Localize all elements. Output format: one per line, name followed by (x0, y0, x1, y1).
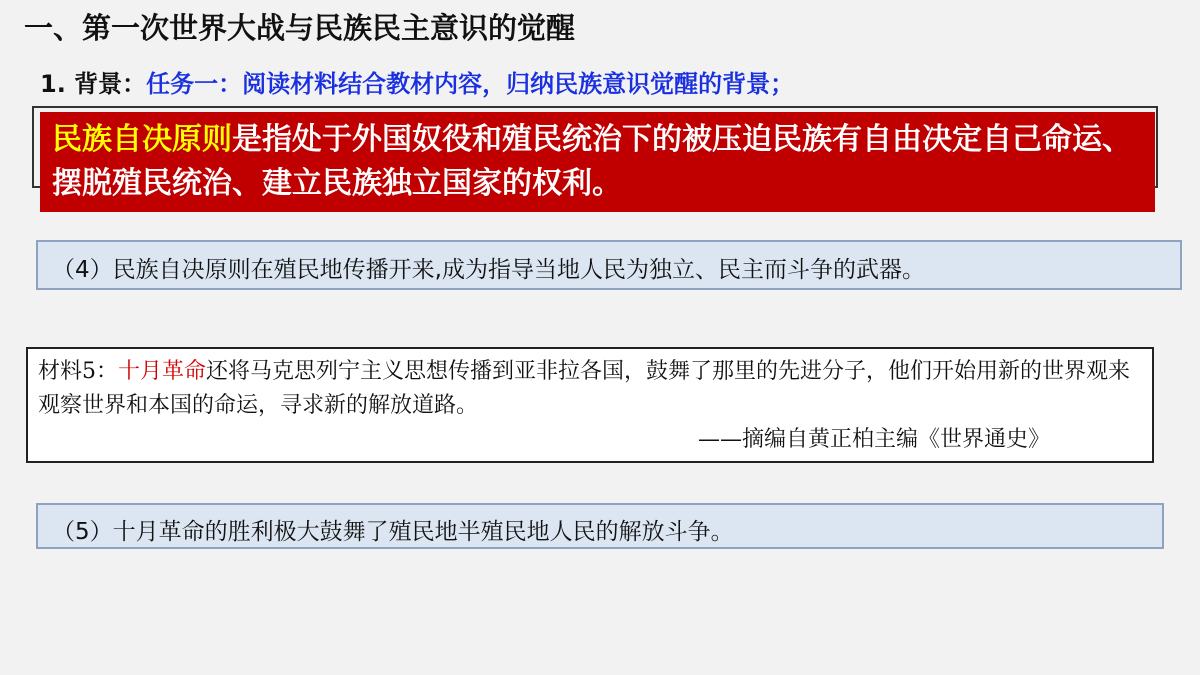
point-4-text: （4）民族自决原则在殖民地传播开来,成为指导当地人民为独立、民主而斗争的武器。 (52, 257, 925, 283)
material-5-body (38, 355, 1142, 423)
material-5-source: ——摘编自黄正柏主编《世界通史》 (697, 427, 1050, 452)
page-title: 一、第一次世界大战与民族民主意识的觉醒 (24, 11, 576, 45)
definition-box (40, 112, 1155, 212)
point-5-box (36, 503, 1164, 549)
material-5-text: 还将马克思列宁主义思想传播到亚非拉各国，鼓舞了那里的先进分子，他们开始用新的世界观来观察世界和本国的命运，寻求新的解放道路。 (38, 359, 1131, 418)
point-4-box (36, 240, 1182, 290)
task-one-text: 任务一：阅读材料结合教材内容，归纳民族意识觉醒的背景； (146, 70, 795, 98)
background-label: 1. 背景： (40, 70, 147, 98)
definition-text: 是指处于外国奴役和殖民统治下的被压迫民族有自由决定自己命运、摆脱殖民统治、建立民族独立国家的权利。 (52, 122, 1132, 201)
material-5-label: 材料5： (38, 359, 118, 384)
background-heading (40, 64, 794, 99)
material-5-highlight: 十月革命 (118, 359, 207, 384)
definition-term: 民族自决原则 (52, 122, 232, 157)
material-5-box (26, 347, 1154, 463)
point-5-text: （5）十月革命的胜利极大鼓舞了殖民地半殖民地人民的解放斗争。 (52, 519, 734, 545)
